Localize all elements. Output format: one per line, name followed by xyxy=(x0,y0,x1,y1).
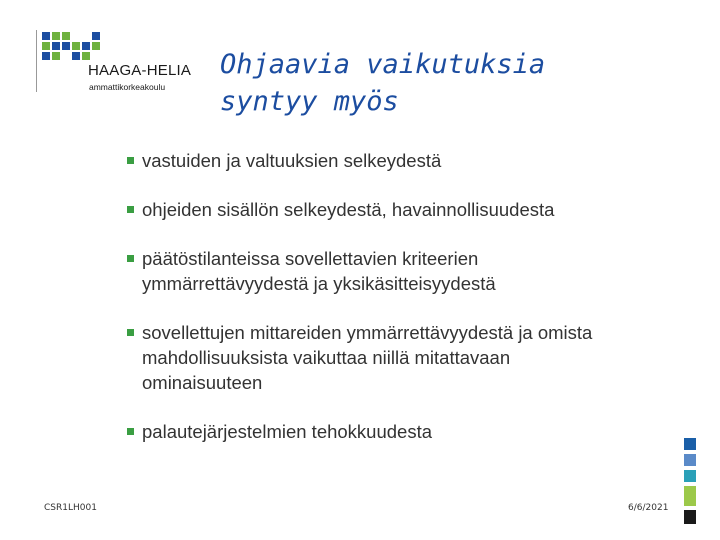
slide-title-line: syntyy myös xyxy=(220,86,399,117)
bullet-line: päätöstilanteissa sovellettavien kriteerien xyxy=(142,248,479,269)
bullet-line: ominaisuuteen xyxy=(142,372,263,393)
strip-square xyxy=(684,438,696,450)
bullet-square-icon xyxy=(127,329,134,336)
bullet-square-icon xyxy=(127,206,134,213)
slide-title-line: Ohjaavia vaikutuksia xyxy=(220,49,546,80)
bullet-item xyxy=(124,197,684,222)
bullet-square-icon xyxy=(127,255,134,262)
bullet-item xyxy=(124,148,684,173)
color-strip xyxy=(684,438,696,528)
bullet-list xyxy=(124,148,684,444)
bullet-line: mahdollisuuksista vaikuttaa niillä mitattavaan xyxy=(142,347,511,368)
strip-square xyxy=(684,470,696,482)
strip-square xyxy=(684,486,696,506)
bullet-item xyxy=(124,246,684,296)
bullet-item xyxy=(124,419,684,444)
bullet-square-icon xyxy=(127,157,134,164)
bullet-line: ohjeiden sisällön selkeydestä, havainnollisuudesta xyxy=(142,199,555,220)
strip-square xyxy=(684,454,696,466)
strip-square xyxy=(684,510,696,524)
logo-name: HAAGA-HELIA xyxy=(88,62,192,79)
logo-subtitle: ammattikorkeakoulu xyxy=(89,82,166,92)
footer-date: 6/6/2021 xyxy=(628,503,669,513)
bullet-line: palautejärjestelmien tehokkuudesta xyxy=(142,421,433,442)
bullet-square-icon xyxy=(127,428,134,435)
slide-title xyxy=(220,46,660,120)
bullet-line: sovellettujen mittareiden ymmärrettävyydestä ja omista xyxy=(142,322,593,343)
bullet-line: vastuiden ja valtuuksien selkeydestä xyxy=(142,150,442,171)
bullet-line: ymmärrettävyydestä ja yksikäsitteisyydestä xyxy=(142,273,496,294)
footer-code: CSR1LH001 xyxy=(44,503,97,513)
bullet-item xyxy=(124,320,684,395)
